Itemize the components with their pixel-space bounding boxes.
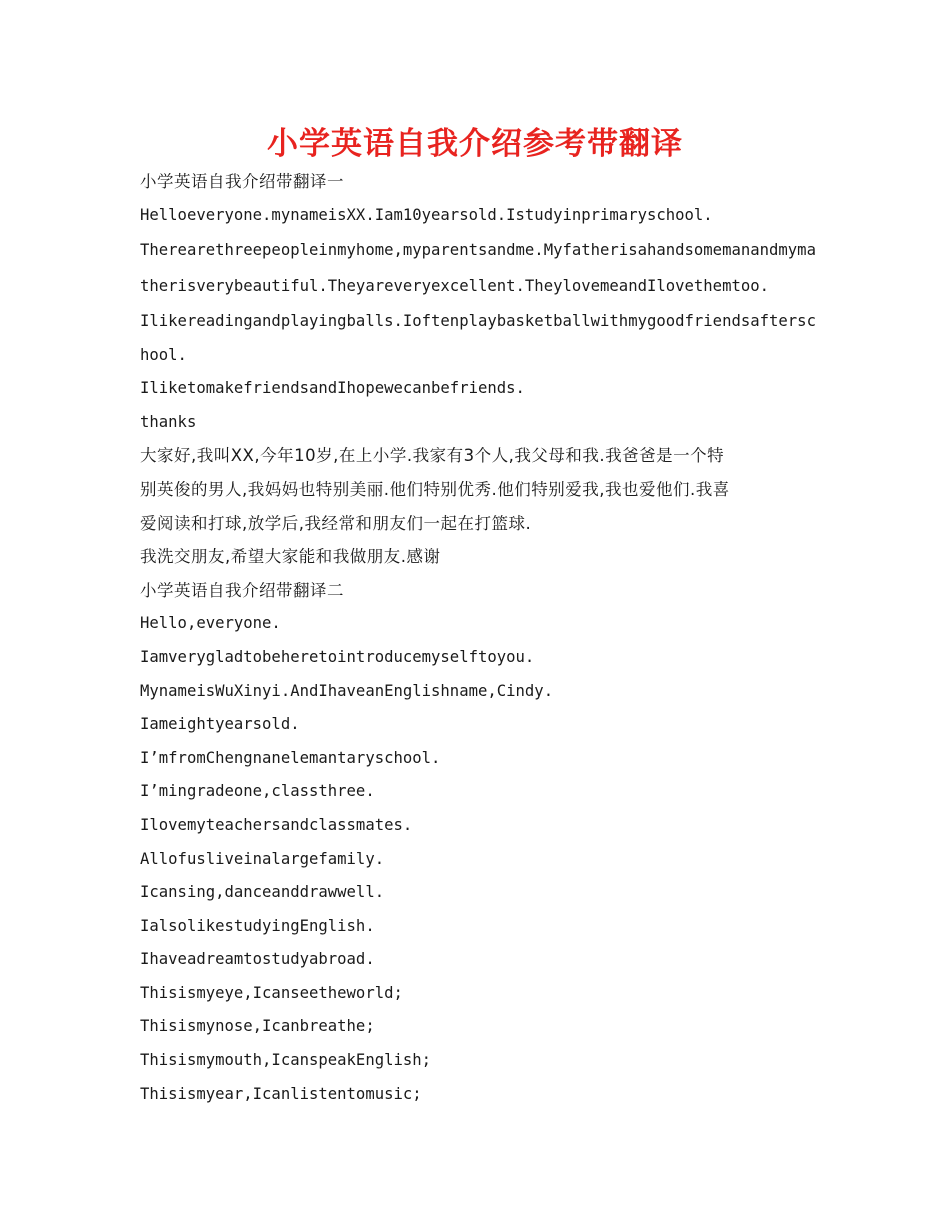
text-line: 大家好,我叫XX,今年10岁,在上小学.我家有3个人,我父母和我.我爸爸是一个特	[140, 446, 725, 466]
text-line: MynameisWuXinyi.AndIhaveanEnglishname,Cindy.	[140, 681, 554, 700]
text-line: thanks	[140, 412, 197, 431]
section-heading-2: 小学英语自我介绍带翻译二	[140, 580, 344, 600]
document-body	[140, 165, 820, 1111]
text-line: Hello,everyone.	[140, 614, 281, 633]
text-line: 爱阅读和打球,放学后,我经常和朋友们一起在打篮球.	[140, 513, 532, 533]
text-line: hool.	[140, 346, 187, 365]
text-line: Allofusliveinalargefamily.	[140, 849, 385, 868]
text-line: Ihaveadreamtostudyabroad.	[140, 950, 375, 969]
text-line: therisverybeautiful.Theyareveryexcellent.TheylovemeandIlovethemtoo.	[140, 277, 770, 296]
text-line: Icansing,danceanddrawwell.	[140, 883, 385, 902]
text-line: Thisismyeye,Icanseetheworld;	[140, 983, 403, 1002]
text-line: Iameightyearsold.	[140, 715, 300, 734]
text-line: Thisismyear,Icanlistentomusic;	[140, 1084, 422, 1103]
document-title: 小学英语自我介绍参考带翻译	[267, 126, 683, 162]
text-line: Ilovemyteachersandclassmates.	[140, 815, 413, 834]
text-line: IliketomakefriendsandIhopewecanbefriends.	[140, 379, 525, 398]
text-line: Thisismynose,Icanbreathe;	[140, 1017, 375, 1036]
text-line: Helloeveryone.mynameisXX.Iam10yearsold.Istudyinprimaryschool.	[140, 205, 713, 224]
text-line: Iamverygladtobeheretointroducemyselftoyou.	[140, 647, 535, 666]
text-line: Thisismymouth,IcanspeakEnglish;	[140, 1051, 432, 1070]
text-line: Ilikereadingandplayingballs.Ioftenplaybasketballwithmygoodfriendsaftersc	[140, 312, 816, 331]
text-line: Therearethreepeopleinmyhome,myparentsandme.Myfatherisahandsomemanandmyma	[140, 241, 816, 260]
text-line: I’mfromChengnanelemantaryschool.	[140, 748, 441, 767]
text-line: 别英俊的男人,我妈妈也特别美丽.他们特别优秀.他们特别爱我,我也爱他们.我喜	[140, 479, 730, 499]
text-line: IalsolikestudyingEnglish.	[140, 916, 375, 935]
section-heading-1: 小学英语自我介绍带翻译一	[140, 172, 344, 191]
text-line: 我洗交朋友,希望大家能和我做朋友.感谢	[140, 547, 441, 567]
text-line: I’mingradeone,classthree.	[140, 782, 375, 801]
